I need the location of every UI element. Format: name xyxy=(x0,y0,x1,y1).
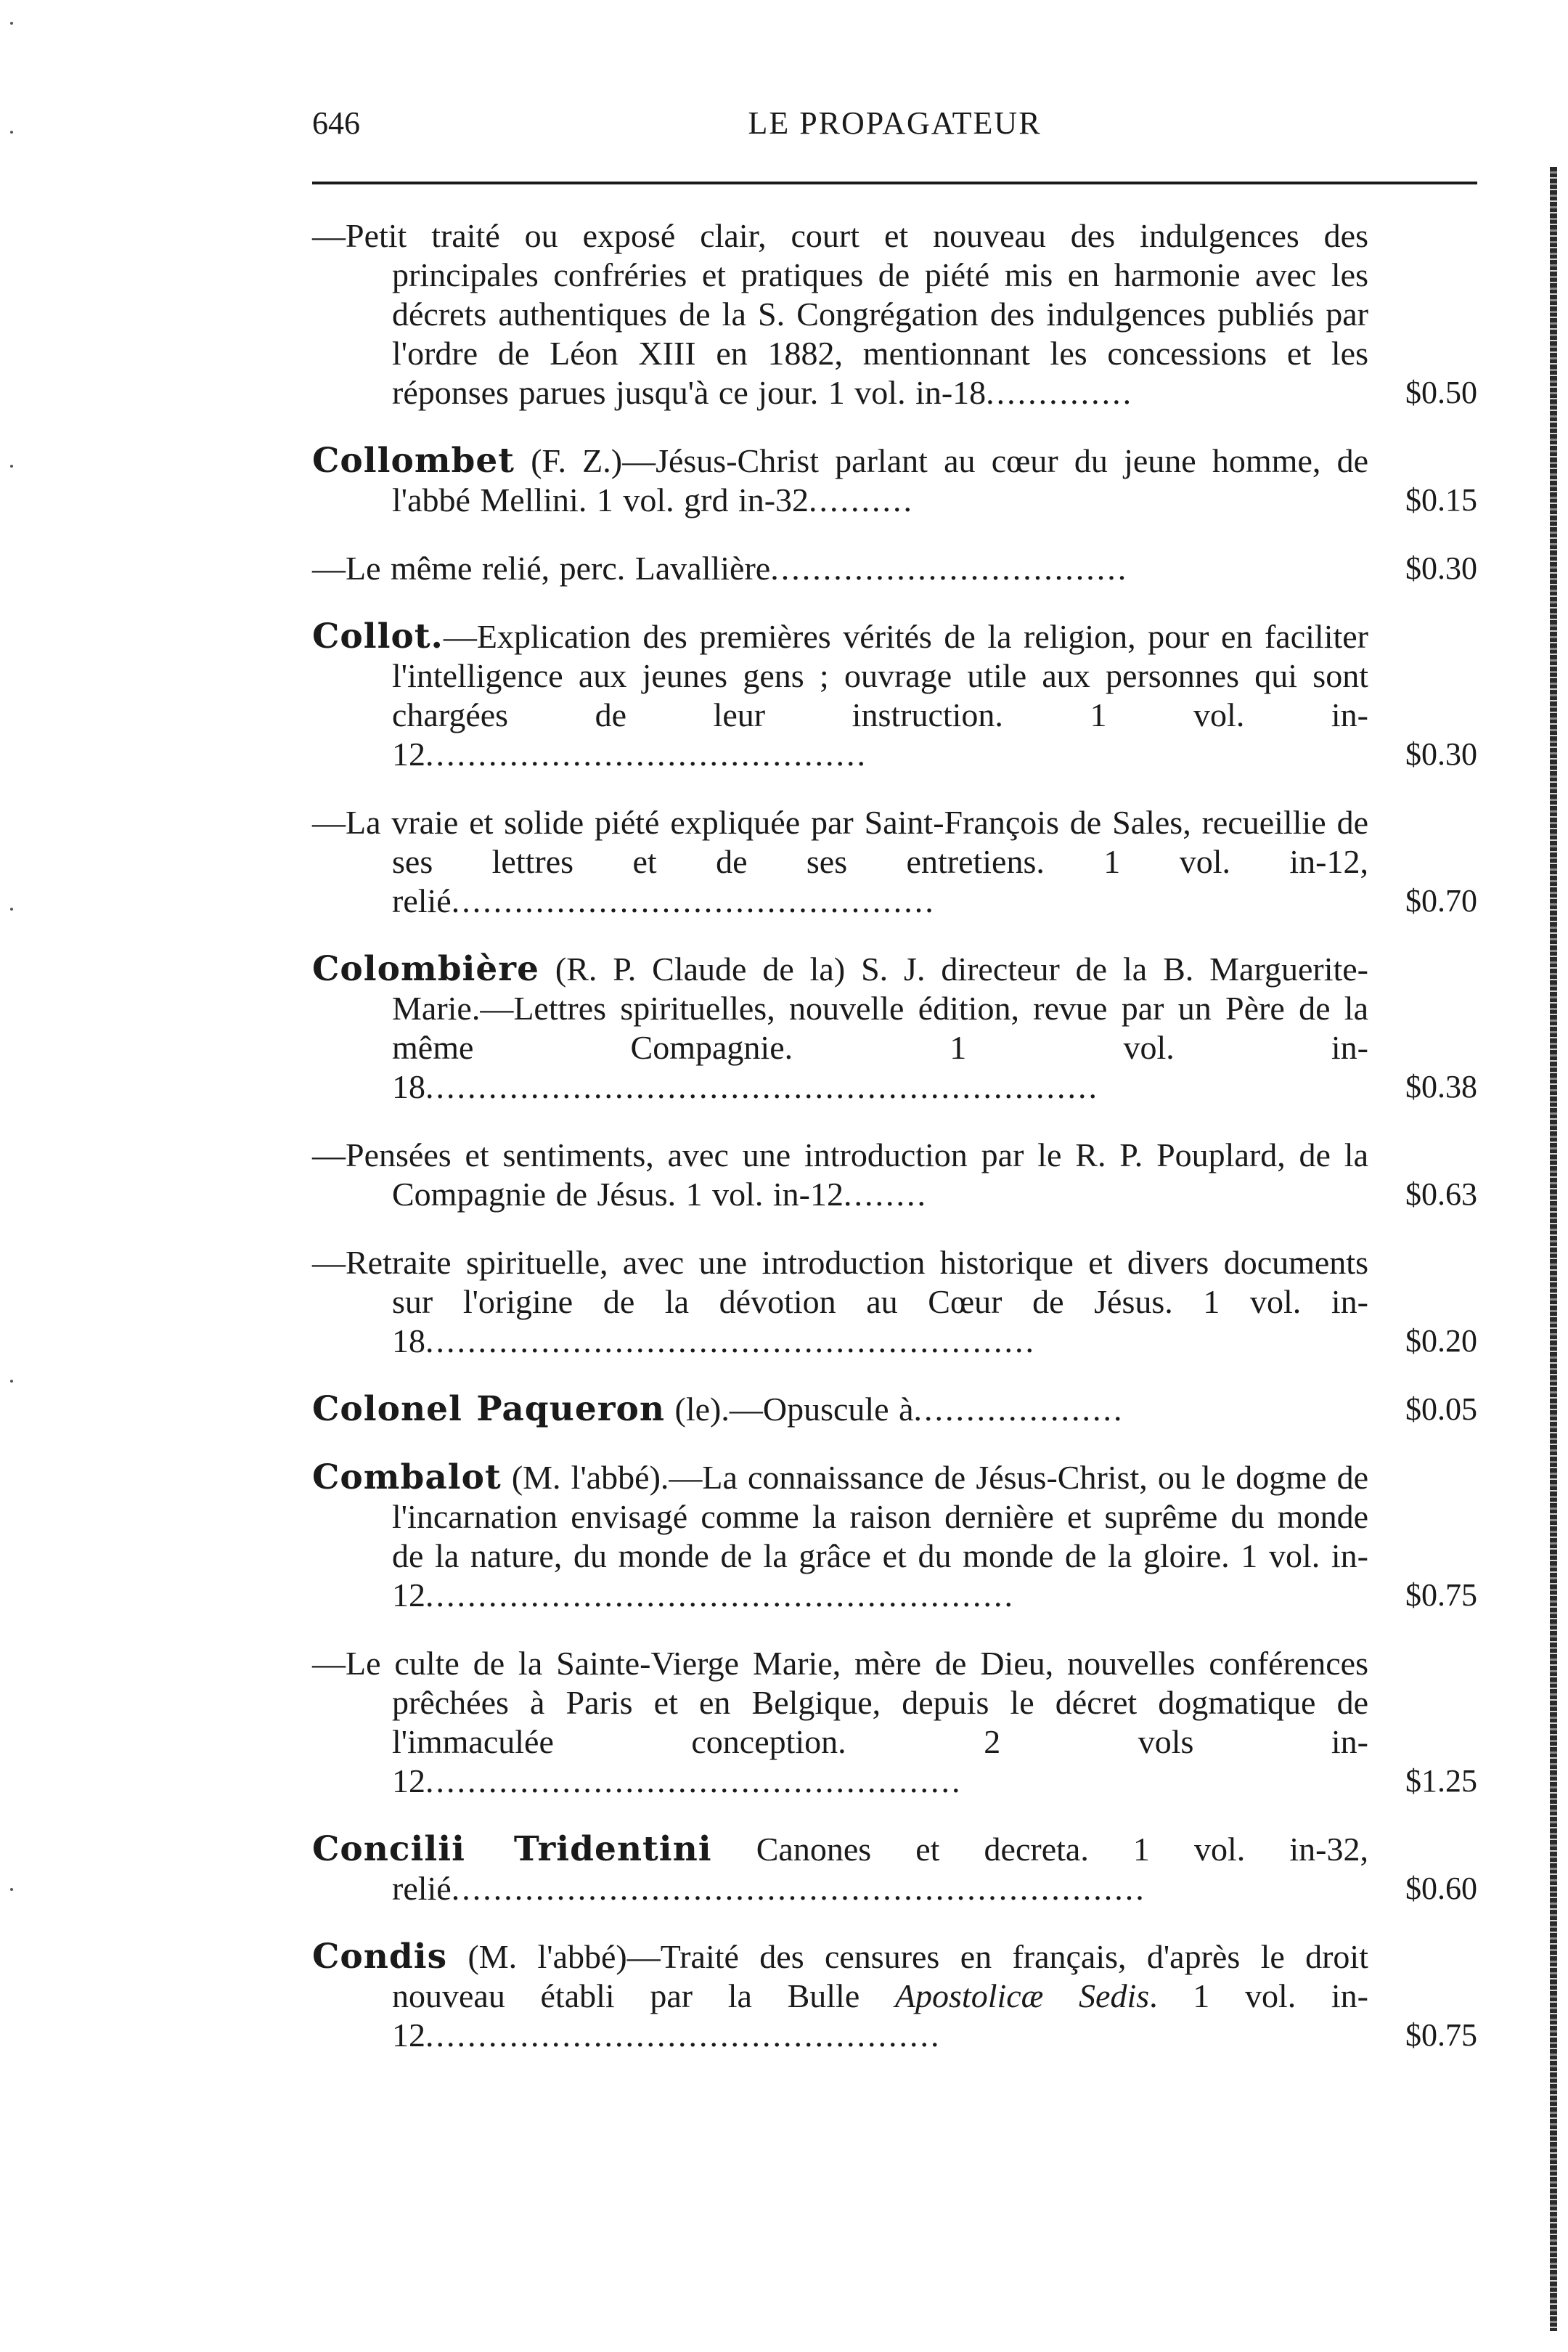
entry-description: —Pensées et sentiments, avec une introduction par le R. P. Pouplard, de la Compagnie de Jésus. 1 vol. in-12 xyxy=(312,1136,1368,1213)
entry-text xyxy=(312,216,1477,412)
entry-description: (le).—Opuscule à xyxy=(665,1391,914,1428)
catalogue-entry xyxy=(312,1390,1477,1429)
scan-speck xyxy=(10,908,13,911)
leader-dots: ................................................... xyxy=(425,1762,963,1799)
entry-price: $0.63 xyxy=(1405,1176,1477,1212)
entry-description: (M. l'abbé)—Traité des censures en français, d'après le droit nouveau établi par la Bulle xyxy=(392,1938,1368,2014)
catalogue-entry xyxy=(312,1830,1477,1908)
page-number: 646 xyxy=(312,105,360,141)
catalogue-entries xyxy=(312,216,1477,2084)
leader-dots: .................................. xyxy=(770,550,1129,587)
entry-price: $0.60 xyxy=(1405,1871,1477,1906)
entry-price: $1.25 xyxy=(1405,1763,1477,1799)
entry-description-end: . 1 vol. in-12 xyxy=(392,1977,1368,2054)
entry-author: Combalot xyxy=(312,1457,502,1497)
scan-speck xyxy=(10,1380,13,1383)
entry-text xyxy=(312,1644,1477,1801)
entry-price: $0.70 xyxy=(1405,883,1477,919)
catalogue-entry xyxy=(312,1243,1477,1361)
entry-price: $0.05 xyxy=(1405,1391,1477,1427)
page-edge-shadow xyxy=(1550,167,1557,2331)
entry-price: $0.38 xyxy=(1405,1069,1477,1104)
header-rule xyxy=(312,182,1477,184)
entry-description: (M. l'abbé).—La connaissance de Jésus-Christ, ou le dogme de l'incarnation envisagé comme la raison dernière et suprême du monde de la nature, du monde de la grâce et du monde de la gloire. 1 vol. in-12 xyxy=(392,1459,1368,1614)
entry-text xyxy=(312,1136,1477,1214)
entry-text xyxy=(312,1458,1477,1615)
entry-text xyxy=(312,441,1477,520)
entry-price: $0.50 xyxy=(1405,375,1477,410)
leader-dots: .............. xyxy=(986,374,1134,411)
leader-dots: .................................................................. xyxy=(451,1870,1146,1907)
entry-author: Condis xyxy=(312,1937,448,1977)
catalogue-entry xyxy=(312,1937,1477,2055)
entry-author: Concilii Tridentini xyxy=(312,1829,712,1869)
entry-text xyxy=(312,1830,1477,1908)
catalogue-entry xyxy=(312,1136,1477,1214)
entry-price: $0.75 xyxy=(1405,1577,1477,1613)
entry-description: Canones et decreta. 1 vol. in-32, relié xyxy=(392,1831,1369,1907)
entry-author: Collot. xyxy=(312,617,444,656)
leader-dots: ........ xyxy=(844,1176,928,1213)
entry-text xyxy=(312,617,1477,774)
catalogue-entry xyxy=(312,950,1477,1107)
leader-dots: ................................................................ xyxy=(425,1068,1099,1105)
entry-text xyxy=(312,803,1477,921)
leader-dots: .................... xyxy=(913,1391,1124,1428)
entry-text xyxy=(312,950,1477,1107)
entry-italic-title: Apostolicæ Sedis xyxy=(894,1977,1150,2014)
leader-dots: .......... xyxy=(809,481,915,518)
catalogue-entry xyxy=(312,216,1477,412)
entry-price: $0.30 xyxy=(1405,550,1477,586)
entry-description: —Retraite spirituelle, avec une introduction historique et divers documents sur l'origine de la dévotion au Cœur de Jésus. 1 vol. in-18 xyxy=(312,1244,1368,1359)
entry-description: —Le même relié, perc. Lavallière xyxy=(312,550,771,587)
entry-text xyxy=(312,1937,1477,2055)
catalogue-entry xyxy=(312,1644,1477,1801)
leader-dots: ................................................. xyxy=(425,2017,942,2054)
entry-author: Collombet xyxy=(312,441,515,481)
leader-dots: .............................................. xyxy=(451,882,936,919)
scan-speck xyxy=(10,131,13,134)
leader-dots: .......................................... xyxy=(425,736,867,773)
scan-speck xyxy=(10,22,13,25)
entry-text xyxy=(312,549,1477,588)
entry-price: $0.15 xyxy=(1405,482,1477,518)
catalogue-entry xyxy=(312,617,1477,774)
entry-text xyxy=(312,1243,1477,1361)
catalogue-entry xyxy=(312,803,1477,921)
page-header xyxy=(312,102,1477,152)
entry-price: $0.30 xyxy=(1405,736,1477,772)
entry-author: Colonel Paqueron xyxy=(312,1389,666,1429)
running-title: LE PROPAGATEUR xyxy=(748,105,1042,141)
entry-author: Colombière xyxy=(312,949,539,989)
scan-speck xyxy=(10,465,13,468)
leader-dots: .......................................................... xyxy=(425,1322,1036,1359)
entry-description: —La vraie et solide piété expliquée par Saint-François de Sales, recueillie de ses lettres et de ses entretiens. 1 vol. in-12, relié xyxy=(312,804,1368,919)
entry-price: $0.75 xyxy=(1405,2017,1477,2053)
catalogue-entry xyxy=(312,549,1477,588)
catalogue-entry xyxy=(312,1458,1477,1615)
leader-dots: ........................................................ xyxy=(425,1576,1015,1614)
scan-speck xyxy=(10,1888,13,1891)
entry-description: (F. Z.)—Jésus-Christ parlant au cœur du jeune homme, de l'abbé Mellini. 1 vol. grd in-32 xyxy=(392,442,1368,518)
entry-description: —Petit traité ou exposé clair, court et nouveau des indulgences des principales confréries et pratiques de piété mis en harmonie avec les décrets authentiques de la S. Congrégation des indulgences publiés par l'ordre de Léon XIII en 1882, mentionnant les concessions et les réponses parues jusqu'à ce jour. 1 vol. in-18 xyxy=(312,217,1368,411)
entry-price: $0.20 xyxy=(1405,1323,1477,1359)
entry-description: —Le culte de la Sainte-Vierge Marie, mère de Dieu, nouvelles conférences prêchées à Paris et en Belgique, depuis le décret dogmatique de l'immaculée conception. 2 vols in-12 xyxy=(312,1645,1368,1799)
catalogue-entry xyxy=(312,441,1477,520)
entry-description: —Explication des premières vérités de la religion, pour en faciliter l'intelligence aux jeunes gens ; ouvrage utile aux personnes qui sont chargées de leur instruction. 1 vol. in-12 xyxy=(392,618,1368,773)
entry-description: (R. P. Claude de la) S. J. directeur de la B. Marguerite-Marie.—Lettres spirituelles, nouvelle édition, revue par un Père de la même Compagnie. 1 vol. in-18 xyxy=(392,951,1368,1105)
entry-text xyxy=(312,1390,1477,1429)
